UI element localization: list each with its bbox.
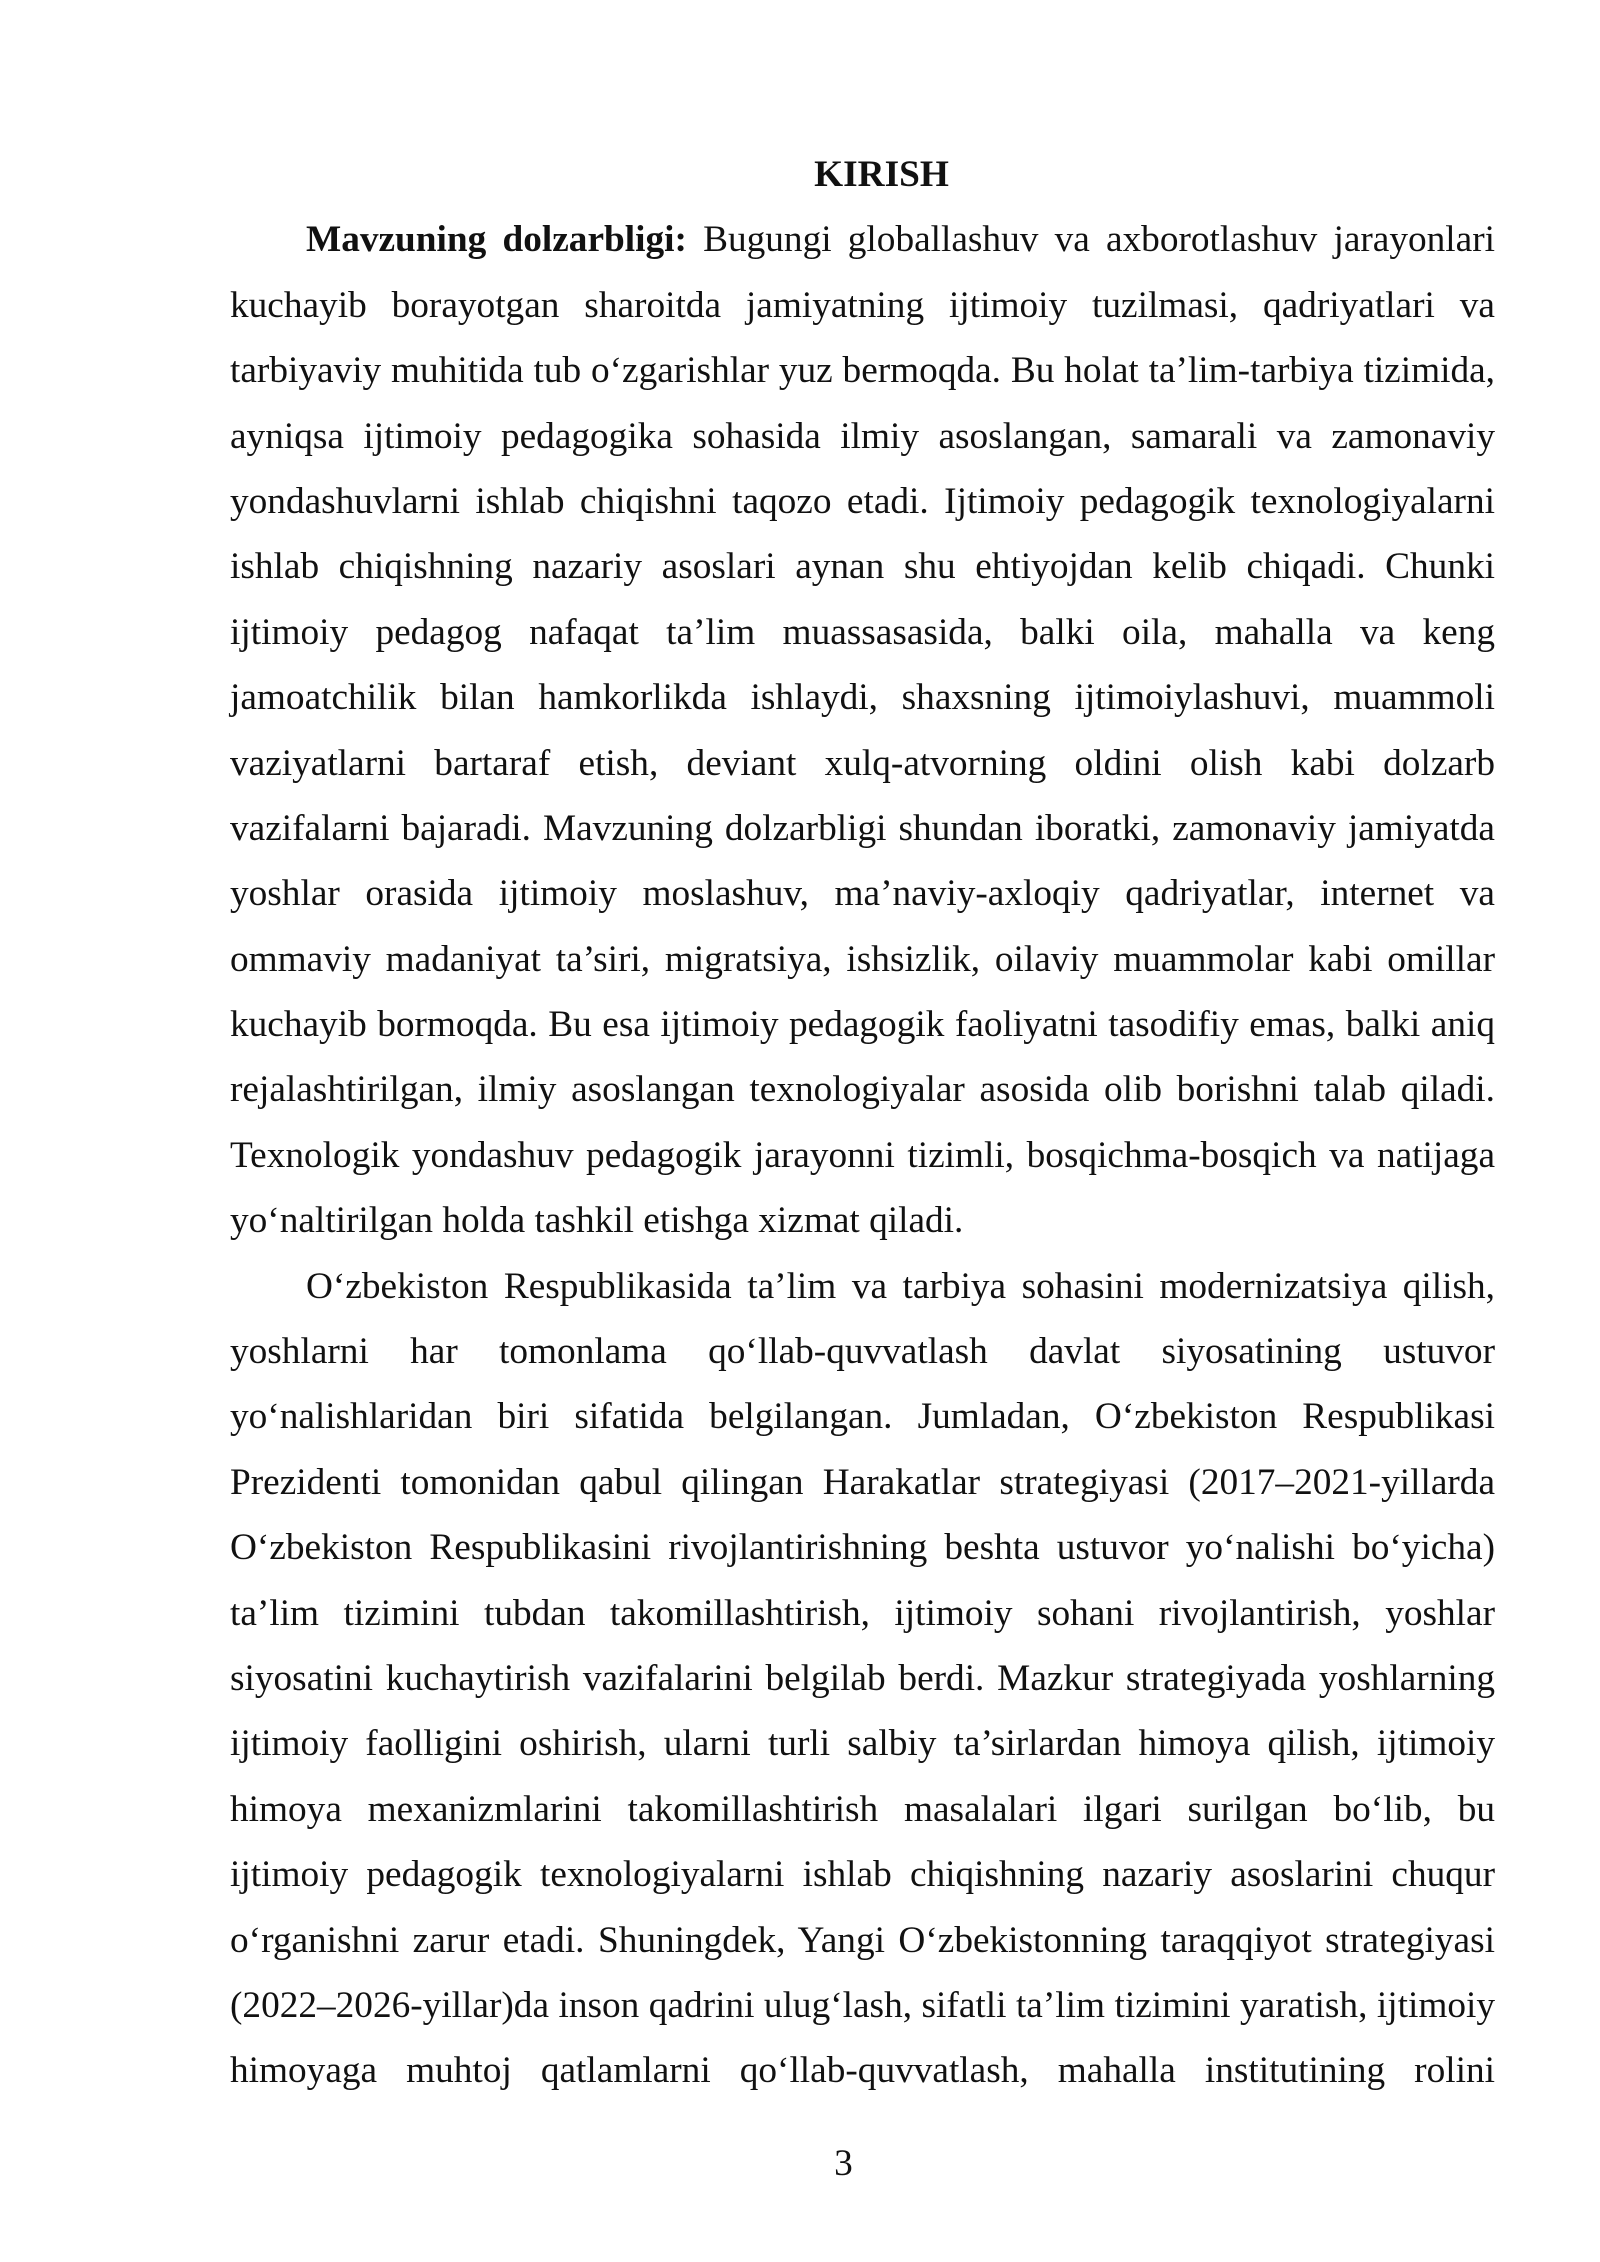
line-text: o‘rganishni zarur etadi. Shuningdek, Yangi O‘zbekistonning taraqqiyot strategiyasi (230, 1919, 1495, 1961)
text-line (230, 1057, 1495, 1122)
line-text: ishlab chiqishning nazariy asoslari aynan shu ehtiyojdan kelib chiqadi. Chunki (230, 546, 1495, 588)
line-text: rejalashtirilgan, ilmiy asoslangan texnologiyalar asosida olib borishni talab qiladi. (230, 1069, 1495, 1111)
line-text: yo‘naltirilgan holda tashkil etishga xizmat qiladi. (230, 1200, 964, 1242)
text-line (306, 207, 1495, 272)
text-line (230, 1581, 1495, 1646)
line-text: Texnologik yondashuv pedagogik jarayonni tizimli, bosqichma-bosqich va natijaga (230, 1134, 1495, 1176)
line-text: himoyaga muhtoj qatlamlarni qo‘llab-quvvatlash, mahalla institutining rolini (230, 2050, 1495, 2092)
text-line (230, 600, 1495, 665)
line-text: O‘zbekiston Respublikasini rivojlantirishning beshta ustuvor yo‘nalishi bo‘yicha) (230, 1527, 1495, 1569)
text-line (230, 273, 1495, 338)
text-line (230, 1711, 1495, 1776)
text-line (230, 1908, 1495, 1973)
line-text: himoya mexanizmlarini takomillashtirish masalalari ilgari surilgan bo‘lib, bu (230, 1788, 1495, 1830)
text-line (230, 927, 1495, 992)
text-line (230, 1842, 1495, 1907)
text-line (230, 861, 1495, 926)
line-text: vazifalarni bajaradi. Mavzuning dolzarbligi shundan iboratki, zamonaviy jamiyatda (230, 807, 1495, 849)
text-line (230, 404, 1495, 469)
line-text: Prezidenti tomonidan qabul qilingan Harakatlar strategiyasi (2017–2021-yillarda (230, 1461, 1495, 1503)
text-line (230, 1450, 1495, 1515)
text-line (230, 992, 1495, 1057)
line-text: yoshlarni har tomonlama qo‘llab-quvvatlash davlat siyosatining ustuvor (230, 1331, 1495, 1373)
line-text: O‘zbekiston Respublikasida ta’lim va tarbiya sohasini modernizatsiya qilish, (306, 1265, 1495, 1307)
lead-term: Mavzuning dolzarbligi: (306, 219, 687, 261)
line-text: tarbiyaviy muhitida tub o‘zgarishlar yuz bermoqda. Bu holat ta’lim-tarbiya tizimida, (230, 350, 1495, 392)
text-line (230, 1319, 1495, 1384)
page-body (230, 142, 1495, 2104)
text-line (230, 1515, 1495, 1580)
text-line (230, 1777, 1495, 1842)
line-text: kuchayib bormoqda. Bu esa ijtimoiy pedagogik faoliyatni tasodifiy emas, balki aniq (230, 1004, 1495, 1046)
text-line (230, 1646, 1495, 1711)
line-text: yondashuvlarni ishlab chiqishni taqozo etadi. Ijtimoiy pedagogik texnologiyalarni (230, 480, 1495, 522)
text-line-last (230, 1188, 1495, 1253)
line-text: yo‘nalishlaridan biri sifatida belgilangan. Jumladan, O‘zbekiston Respublikasi (230, 1396, 1495, 1438)
line-text: ijtimoiy faolligini oshirish, ularni turli salbiy ta’sirlardan himoya qilish, ijtimoiy (230, 1723, 1495, 1765)
text-line (306, 1254, 1495, 1319)
text-line (230, 731, 1495, 796)
text-line (230, 2038, 1495, 2103)
line-text: yoshlar orasida ijtimoiy moslashuv, ma’naviy-axloqiy qadriyatlar, internet va (230, 873, 1495, 915)
text-line (230, 796, 1495, 861)
page-number: 3 (834, 2143, 853, 2184)
line-text: ayniqsa ijtimoiy pedagogika sohasida ilmiy asoslangan, samarali va zamonaviy (230, 415, 1495, 457)
text-line (230, 1973, 1495, 2038)
line-text: kuchayib borayotgan sharoitda jamiyatning ijtimoiy tuzilmasi, qadriyatlari va (230, 284, 1495, 326)
line-text-rest: Bugungi globallashuv va axborotlashuv jarayonlari (703, 219, 1496, 261)
section-heading: KIRISH (814, 154, 949, 195)
line-text: vaziyatlarni bartaraf etish, deviant xulq-atvorning oldini olish kabi dolzarb (230, 742, 1495, 784)
text-line (230, 469, 1495, 534)
text-line (230, 534, 1495, 599)
line-text: ijtimoiy pedagog nafaqat ta’lim muassasasida, balki oila, mahalla va keng (230, 611, 1495, 653)
line-text: siyosatini kuchaytirish vazifalarini belgilab berdi. Mazkur strategiyada yoshlarning (230, 1657, 1495, 1699)
text-line (230, 338, 1495, 403)
text-line (230, 1123, 1495, 1188)
line-text: ommaviy madaniyat ta’siri, migratsiya, ishsizlik, oilaviy muammolar kabi omillar (230, 938, 1495, 980)
line-text: (2022–2026-yillar)da inson qadrini ulug‘lash, sifatli ta’lim tizimini yaratish, ijtimoiy (230, 1984, 1495, 2026)
text-line (230, 665, 1495, 730)
line-text: ta’lim tizimini tubdan takomillashtirish, ijtimoiy sohani rivojlantirish, yoshlar (230, 1592, 1495, 1634)
text-line (230, 1384, 1495, 1449)
line-text: ijtimoiy pedagogik texnologiyalarni ishlab chiqishning nazariy asoslarini chuqur (230, 1854, 1495, 1896)
line-text (306, 207, 1495, 272)
line-text: jamoatchilik bilan hamkorlikda ishlaydi, shaxsning ijtimoiylashuvi, muammoli (230, 677, 1495, 719)
